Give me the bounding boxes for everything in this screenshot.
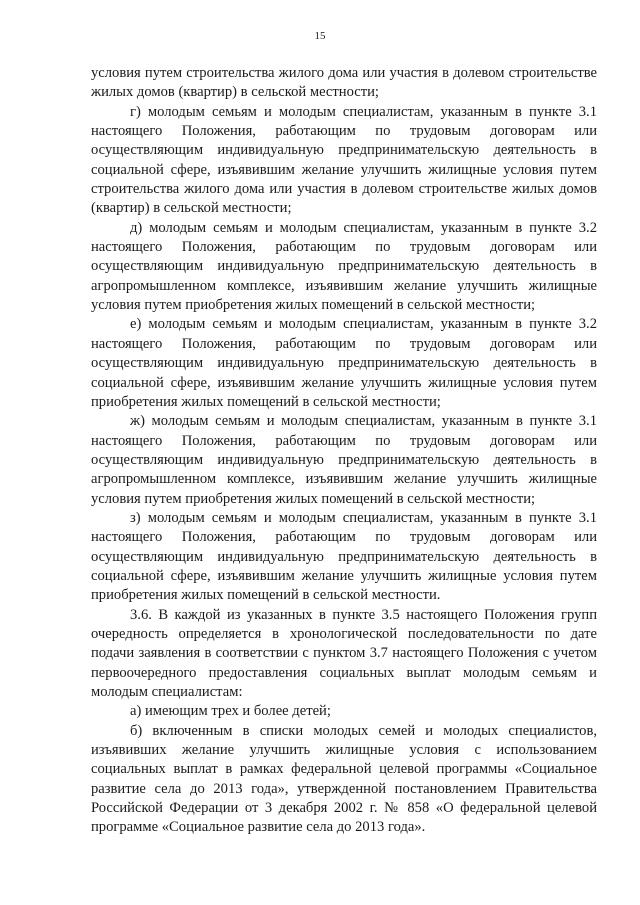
- paragraph-item-e: е) молодым семьям и молодым специалистам, указанным в пункте 3.2 настоящего Положения, работающим по трудовым договорам или осуществляющим индивидуальную предпринимательскую деятельность в социальной сфере, изъявившим желание улучшить жилищные условия путем приобретения жилых помещений в сельской местности;: [91, 316, 597, 410]
- document-body: [91, 64, 597, 838]
- paragraph-3-6: 3.6. В каждой из указанных в пункте 3.5 настоящего Положения групп очередность определяется в хронологической последовательности по дате подачи заявления в соответствии с пунктом 3.7 настоящего Положения с учетом первоочередного предоставления социальных выплат молодым семьям и молодым специалистам:: [91, 606, 597, 700]
- paragraph-item-g: г) молодым семьям и молодым специалистам, указанным в пункте 3.1 настоящего Положения, работающим по трудовым договорам или осуществляющим индивидуальную предпринимательскую деятельность в социальной сфере, изъявившим желание улучшить жилищные условия путем строительства жилого дома или участия в долевом строительстве жилых домов (квартир) в сельской местности;: [91, 103, 597, 217]
- paragraph-item-b: б) включенным в списки молодых семей и молодых специалистов, изъявивших желание улучшить жилищные условия с использованием социальных выплат в рамках федеральной целевой программы «Социальное развитие села до 2013 года», утвержденной постановлением Правительства Российской Федерации от 3 декабря 2002 г. № 858 «О федеральной целевой программе «Социальное развитие села до 2013 года».: [91, 722, 597, 836]
- paragraph-item-a: а) имеющим трех и более детей;: [130, 703, 331, 720]
- paragraph-item-z: з) молодым семьям и молодым специалистам, указанным в пункте 3.1 настоящего Положения, работающим по трудовым договорам или осуществляющим индивидуальную предпринимательскую деятельность в социальной сфере, изъявившим желание улучшить жилищные условия путем приобретения жилых помещений в сельской местности.: [91, 509, 597, 604]
- paragraph-item-zh: ж) молодым семьям и молодым специалистам, указанным в пункте 3.1 настоящего Положения, работающим по трудовым договорам или осуществляющим индивидуальную предпринимательскую деятельность в агропромышленном комплексе, изъявившим желание улучшить жилищные условия путем приобретения жилых помещений в сельской местности;: [91, 413, 597, 507]
- paragraph-item-d: д) молодым семьям и молодым специалистам, указанным в пункте 3.2 настоящего Положения, работающим по трудовым договорам или осуществляющим индивидуальную предпринимательскую деятельность в агропромышленном комплексе, изъявившим желание улучшить жилищные условия путем приобретения жилых помещений в сельской местности;: [91, 219, 597, 314]
- paragraph-continuation: условия путем строительства жилого дома или участия в долевом строительстве жилых домов (квартир) в сельской местности;: [91, 65, 597, 101]
- page-number: 15: [314, 30, 326, 42]
